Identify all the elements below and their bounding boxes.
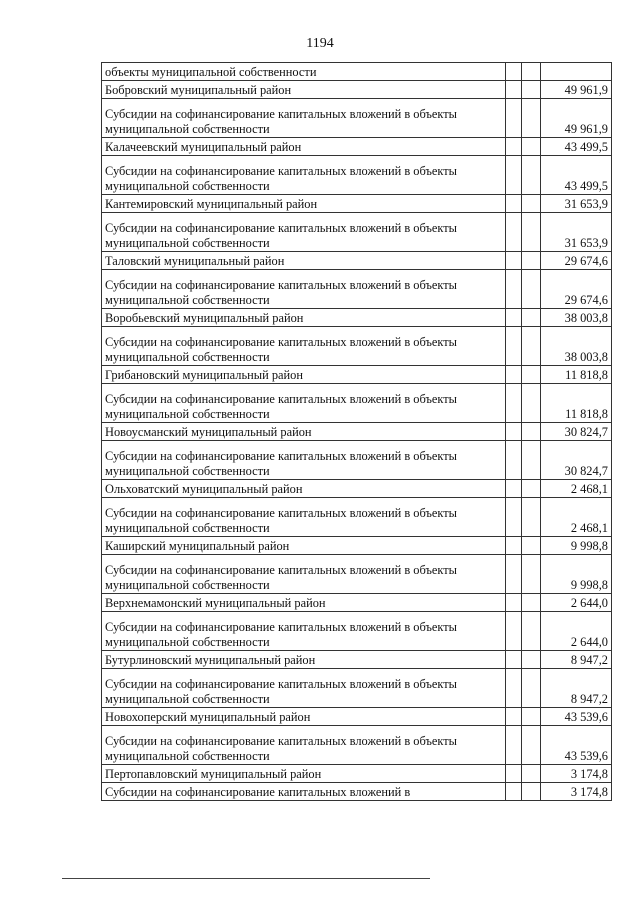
row-name: Субсидии на софинансирование капитальных вложений в объекты муниципальной собственности — [102, 99, 506, 138]
table-row — [102, 765, 612, 783]
empty-cell — [522, 594, 541, 612]
row-name: Субсидии на софинансирование капитальных вложений в объекты муниципальной собственности — [102, 612, 506, 651]
budget-table — [101, 62, 612, 801]
table-row — [102, 156, 612, 195]
table-row — [102, 366, 612, 384]
empty-cell — [506, 327, 522, 366]
row-value: 3 174,8 — [541, 783, 612, 801]
row-name: Грибановский муниципальный район — [102, 366, 506, 384]
row-value: 30 824,7 — [541, 441, 612, 480]
table-row — [102, 669, 612, 708]
row-name: Ольховатский муниципальный район — [102, 480, 506, 498]
row-name: Субсидии на софинансирование капитальных вложений в объекты муниципальной собственности — [102, 384, 506, 423]
empty-cell — [522, 651, 541, 669]
empty-cell — [522, 441, 541, 480]
row-value: 2 644,0 — [541, 594, 612, 612]
empty-cell — [522, 708, 541, 726]
empty-cell — [522, 252, 541, 270]
table-row — [102, 384, 612, 423]
empty-cell — [506, 423, 522, 441]
empty-cell — [506, 81, 522, 99]
table-row — [102, 594, 612, 612]
empty-cell — [506, 765, 522, 783]
empty-cell — [522, 669, 541, 708]
row-value: 31 653,9 — [541, 213, 612, 252]
empty-cell — [522, 423, 541, 441]
row-value: 2 644,0 — [541, 612, 612, 651]
empty-cell — [522, 366, 541, 384]
row-value: 38 003,8 — [541, 327, 612, 366]
row-name: Субсидии на софинансирование капитальных вложений в объекты муниципальной собственности — [102, 498, 506, 537]
empty-cell — [506, 252, 522, 270]
row-name: Субсидии на софинансирование капитальных вложений в объекты муниципальной собственности — [102, 726, 506, 765]
table-row — [102, 81, 612, 99]
empty-cell — [522, 612, 541, 651]
table-row — [102, 138, 612, 156]
empty-cell — [506, 651, 522, 669]
row-value: 11 818,8 — [541, 384, 612, 423]
table-row — [102, 195, 612, 213]
row-name: Таловский муниципальный район — [102, 252, 506, 270]
empty-cell — [522, 726, 541, 765]
row-value: 2 468,1 — [541, 498, 612, 537]
budget-table-body — [102, 63, 612, 801]
table-row — [102, 213, 612, 252]
row-name: Бутурлиновский муниципальный район — [102, 651, 506, 669]
table-row — [102, 252, 612, 270]
row-name: Воробьевский муниципальный район — [102, 309, 506, 327]
row-value: 3 174,8 — [541, 765, 612, 783]
row-name: Бобровский муниципальный район — [102, 81, 506, 99]
empty-cell — [522, 480, 541, 498]
empty-cell — [506, 783, 522, 801]
empty-cell — [522, 765, 541, 783]
empty-cell — [506, 309, 522, 327]
empty-cell — [506, 555, 522, 594]
row-name: Субсидии на софинансирование капитальных вложений в объекты муниципальной собственности — [102, 213, 506, 252]
row-name: объекты муниципальной собственности — [102, 63, 506, 81]
empty-cell — [522, 270, 541, 309]
empty-cell — [522, 498, 541, 537]
empty-cell — [506, 195, 522, 213]
empty-cell — [522, 213, 541, 252]
row-value: 38 003,8 — [541, 309, 612, 327]
row-name: Пертопавловский муниципальный район — [102, 765, 506, 783]
empty-cell — [506, 498, 522, 537]
table-row — [102, 441, 612, 480]
row-value — [541, 63, 612, 81]
row-value: 11 818,8 — [541, 366, 612, 384]
empty-cell — [522, 99, 541, 138]
empty-cell — [506, 63, 522, 81]
table-row — [102, 63, 612, 81]
row-name: Субсидии на софинансирование капитальных вложений в объекты муниципальной собственности — [102, 156, 506, 195]
row-value: 9 998,8 — [541, 555, 612, 594]
empty-cell — [522, 537, 541, 555]
row-value: 29 674,6 — [541, 270, 612, 309]
empty-cell — [522, 195, 541, 213]
table-row — [102, 708, 612, 726]
row-value: 43 539,6 — [541, 708, 612, 726]
empty-cell — [506, 594, 522, 612]
row-value: 49 961,9 — [541, 81, 612, 99]
empty-cell — [506, 441, 522, 480]
table-row — [102, 423, 612, 441]
row-value: 43 499,5 — [541, 138, 612, 156]
table-row — [102, 327, 612, 366]
empty-cell — [506, 156, 522, 195]
row-value: 49 961,9 — [541, 99, 612, 138]
row-name: Субсидии на софинансирование капитальных вложений в — [102, 783, 506, 801]
empty-cell — [522, 81, 541, 99]
row-name: Субсидии на софинансирование капитальных вложений в объекты муниципальной собственности — [102, 669, 506, 708]
empty-cell — [506, 708, 522, 726]
row-name: Субсидии на софинансирование капитальных вложений в объекты муниципальной собственности — [102, 441, 506, 480]
empty-cell — [522, 63, 541, 81]
table-row — [102, 726, 612, 765]
row-name: Калачеевский муниципальный район — [102, 138, 506, 156]
row-value: 9 998,8 — [541, 537, 612, 555]
row-name: Субсидии на софинансирование капитальных вложений в объекты муниципальной собственности — [102, 327, 506, 366]
row-name: Кантемировский муниципальный район — [102, 195, 506, 213]
row-name: Новоусманский муниципальный район — [102, 423, 506, 441]
row-name: Субсидии на софинансирование капитальных вложений в объекты муниципальной собственности — [102, 555, 506, 594]
row-name: Верхнемамонский муниципальный район — [102, 594, 506, 612]
table-row — [102, 651, 612, 669]
table-row — [102, 612, 612, 651]
row-value: 29 674,6 — [541, 252, 612, 270]
row-name: Каширский муниципальный район — [102, 537, 506, 555]
page-number: 1194 — [306, 36, 334, 51]
empty-cell — [522, 156, 541, 195]
empty-cell — [506, 213, 522, 252]
empty-cell — [522, 384, 541, 423]
footer-divider — [62, 878, 430, 879]
table-row — [102, 555, 612, 594]
row-value: 8 947,2 — [541, 669, 612, 708]
empty-cell — [506, 99, 522, 138]
table-row — [102, 783, 612, 801]
empty-cell — [506, 669, 522, 708]
row-value: 30 824,7 — [541, 423, 612, 441]
row-value: 2 468,1 — [541, 480, 612, 498]
table-row — [102, 480, 612, 498]
empty-cell — [506, 366, 522, 384]
row-value: 8 947,2 — [541, 651, 612, 669]
empty-cell — [506, 726, 522, 765]
empty-cell — [506, 384, 522, 423]
row-value: 43 539,6 — [541, 726, 612, 765]
empty-cell — [522, 783, 541, 801]
empty-cell — [506, 537, 522, 555]
table-row — [102, 99, 612, 138]
row-value: 43 499,5 — [541, 156, 612, 195]
empty-cell — [506, 138, 522, 156]
row-name: Новохоперский муниципальный район — [102, 708, 506, 726]
empty-cell — [506, 480, 522, 498]
empty-cell — [506, 612, 522, 651]
empty-cell — [522, 327, 541, 366]
empty-cell — [522, 138, 541, 156]
table-row — [102, 270, 612, 309]
empty-cell — [522, 309, 541, 327]
empty-cell — [522, 555, 541, 594]
empty-cell — [506, 270, 522, 309]
row-value: 31 653,9 — [541, 195, 612, 213]
table-row — [102, 537, 612, 555]
table-row — [102, 309, 612, 327]
row-name: Субсидии на софинансирование капитальных вложений в объекты муниципальной собственности — [102, 270, 506, 309]
table-row — [102, 498, 612, 537]
